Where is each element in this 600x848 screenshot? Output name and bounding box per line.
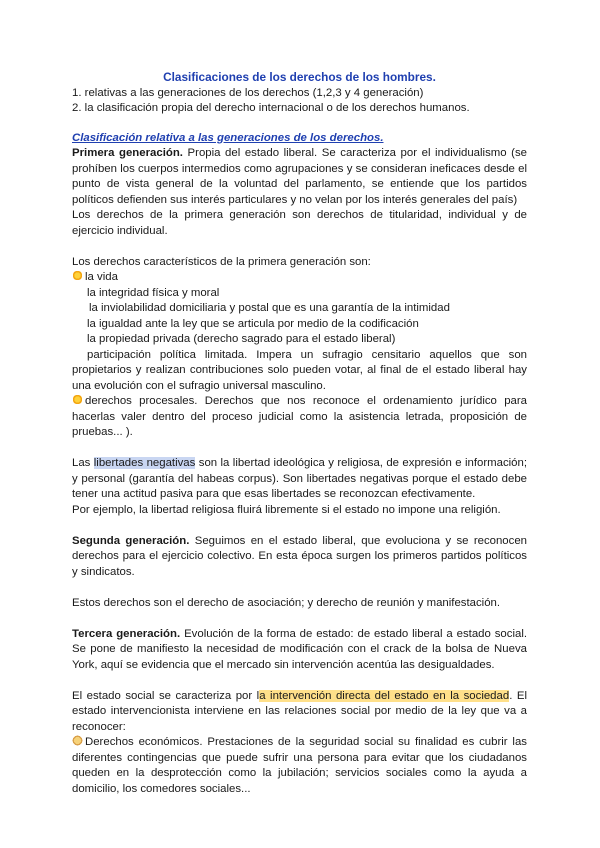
segunda-label: Segunda generación. [72,534,190,547]
primera-paragraph-2: Los derechos de la primera generación son derechos de titularidad, individual y de ejercicio individual. [72,209,527,237]
sun-icon [72,735,83,746]
list-item: Derechos económicos. Prestaciones de la seguridad social su finalidad es cubrir las diferentes contingencias que puede sufrir una persona para evitar que los ciudadanos queden en la desprotección como la jubilación; servicios sociales como la ayuda a domicilio, los comedores sociales... [72,736,527,795]
list-item: participación política limitada. Impera un sufragio censitario aquellos que son propietarios y realizan contribuciones solo pueden votar, al final de el estado liberal hay una evolución con el sufragio universal masculino. [72,348,527,392]
sun-icon [72,394,83,405]
section-subheading: Clasificación relativa a las generaciones de los derechos. [72,131,384,144]
highlight-libertades: libertades negativas [93,457,196,469]
segunda-paragraph: Segunda generación. Seguimos en el estado liberal, que evoluciona y se reconocen derechos para el ejercicio colectivo. En esta época surgen los primeros partidos políticos y sindicatos. [72,534,528,578]
libertades-paragraph: Las libertades negativas son la libertad ideológica y religiosa, de expresión e información; y personal (garantía del habeas corpus). Son libertades negativas porque el estado debe tener una actitud pasiva para que esas libertades se reconozcan efectivamente. [72,457,528,500]
list-item: la vida [72,270,527,286]
primera-label: Primera generación. [72,147,183,159]
primera-list-intro: Los derechos característicos de la primera generación son: [72,255,371,268]
list-item: derechos procesales. Derechos que nos reconoce el ordenamiento jurídico para hacerlas valer dentro del proceso judicial como la asistencia letrada, proposición de pruebas... ). [72,395,527,438]
estado-social-paragraph: El estado social se caracteriza por la intervención directa del estado en la sociedad. El estado intervencionista interviene en las relaciones social por medio de la ley que va a reconocer: [72,689,527,733]
intro-line-1: 1. relativas a las generaciones de los derechos (1,2,3 y 4 generación) [72,86,424,99]
ejemplo-paragraph: Por ejemplo, la libertad religiosa fluirá libremente si el estado no impone una religión. [72,503,501,516]
document-page [72,70,527,797]
tercera-paragraph: Tercera generación. Evolución de la forma de estado: de estado liberal a estado social. Se pone de manifiesto la necesidad de modificación con el crack de la bolsa de Nueva York, aquí se evidencia que el mercado sin intervención acentúa las desigualdades. [72,627,528,671]
primera-text: Propia del estado liberal. Se caracteriza por el individualismo (se prohíben los cuerpos intermedios como agrupaciones y se consideran ineficaces desde el punto de vista general de la voluntad del parlamento, se entiende que los partidos políticos defienden sus interés particulares y no velan por los interés generales del país) [72,147,528,206]
document-title: Clasificaciones de los derechos de los hombres. [163,70,436,84]
sun-icon [72,270,83,281]
list-item: la integridad física y moral [87,286,220,299]
list-item: la igualdad ante la ley que se articula por medio de la codificación [87,317,419,330]
intro-line-2: 2. la clasificación propia del derecho internacional o de los derechos humanos. [72,102,470,114]
tercera-label: Tercera generación. [72,627,181,640]
primera-paragraph [72,146,527,208]
highlight-intervencion: a intervención directa del estado en la sociedad [259,689,510,702]
list-item: la inviolabilidad domiciliaria y postal que es una garantía de la intimidad [89,302,450,314]
segunda-paragraph-2: Estos derechos son el derecho de asociación; y derecho de reunión y manifestación. [72,596,501,609]
list-item: la propiedad privada (derecho sagrado para el estado liberal) [87,333,396,345]
